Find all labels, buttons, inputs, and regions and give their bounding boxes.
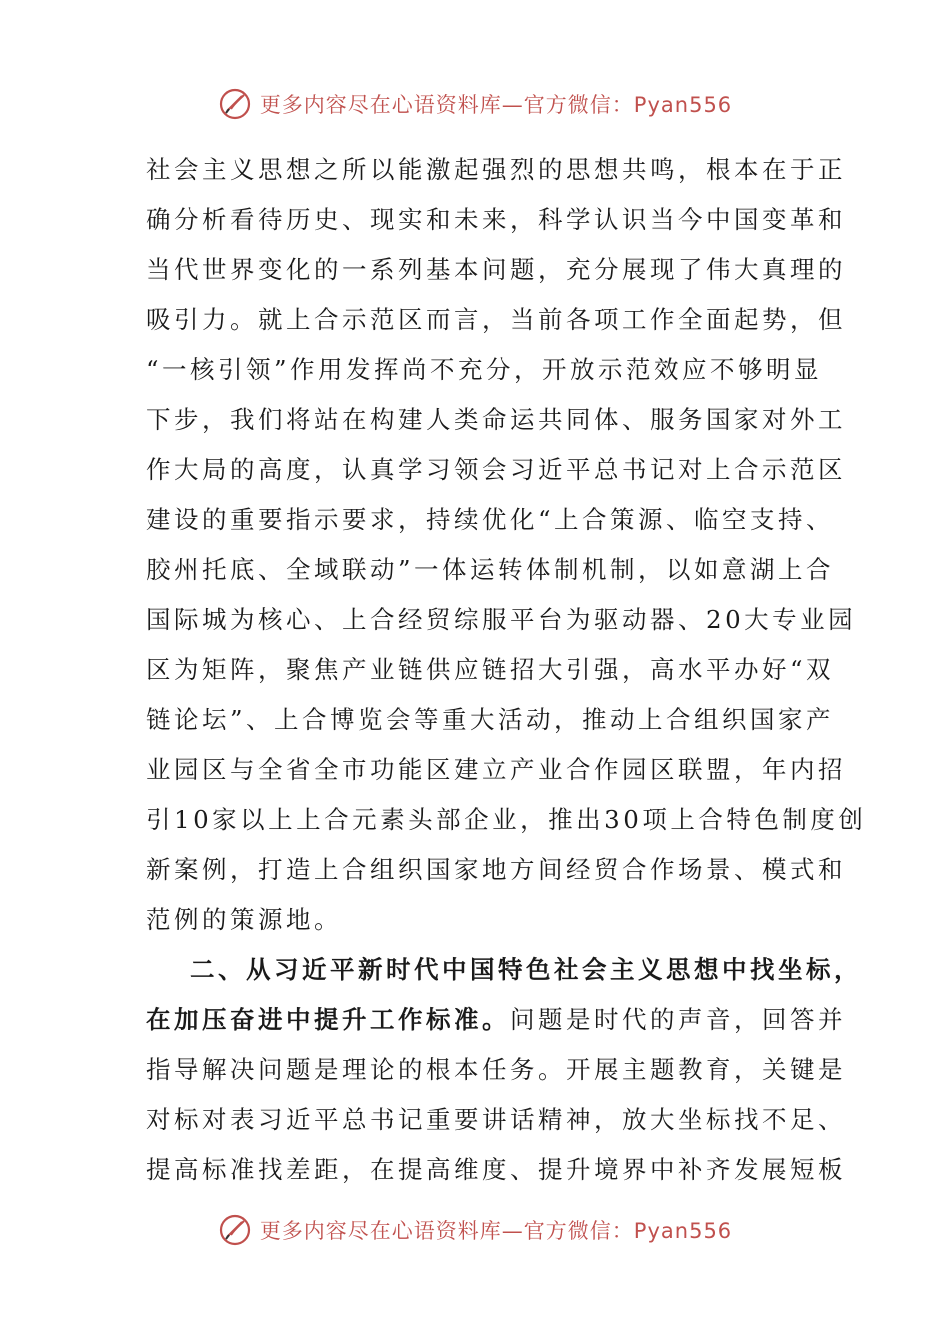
quill-logo-icon bbox=[218, 1213, 252, 1247]
text-line: 新案例，打造上合组织国家地方间经贸合作场景、模式和 bbox=[146, 855, 846, 884]
paragraph-2 bbox=[146, 945, 862, 1195]
text-line: 当代世界变化的一系列基本问题，充分展现了伟大真理的 bbox=[146, 255, 846, 284]
text-line: 指导解决问题是理论的根本任务。开展主题教育，关键是 bbox=[146, 1055, 846, 1084]
text-line: 作大局的高度，认真学习领会习近平总书记对上合示范区 bbox=[146, 455, 846, 484]
quill-logo-icon bbox=[218, 87, 252, 121]
section-heading: 二、从习近平新时代中国特色社会主义思想中找坐标， bbox=[190, 955, 862, 984]
text-line: 下步，我们将站在构建人类命运共同体、服务国家对外工 bbox=[146, 405, 846, 434]
text-line: 国际城为核心、上合经贸综服平台为驱动器、20大专业园 bbox=[146, 605, 857, 634]
text-line: 业园区与全省全市功能区建立产业合作园区联盟，年内招 bbox=[146, 755, 846, 784]
text-span: 问题是时代的声音，回答并 bbox=[510, 1005, 846, 1034]
text-line: 社会主义思想之所以能激起强烈的思想共鸣，根本在于正 bbox=[146, 155, 846, 184]
text-line: 区为矩阵，聚焦产业链供应链招大引强，高水平办好“双 bbox=[146, 655, 835, 684]
text-line: 对标对表习近平总书记重要讲话精神，放大坐标找不足、 bbox=[146, 1105, 846, 1134]
footer-text: 更多内容尽在心语资料库—官方微信：Pyan556 bbox=[259, 1219, 733, 1243]
header-banner bbox=[0, 84, 950, 124]
text-line: 确分析看待历史、现实和未来，科学认识当今中国变革和 bbox=[146, 205, 846, 234]
footer-banner bbox=[0, 1210, 950, 1250]
text-line: 胶州托底、全域联动”一体运转体制机制，以如意湖上合 bbox=[146, 555, 835, 584]
text-line: “一核引领”作用发挥尚不充分，开放示范效应不够明显 bbox=[146, 355, 823, 384]
text-line: 建设的重要指示要求，持续优化“上合策源、临空支持、 bbox=[146, 505, 835, 534]
text-line: 引10家以上上合元素头部企业，推出30项上合特色制度创 bbox=[146, 805, 867, 834]
document-body bbox=[146, 145, 867, 1195]
text-line: 链论坛”、上合博览会等重大活动，推动上合组织国家产 bbox=[146, 705, 835, 734]
text-line: 吸引力。就上合示范区而言，当前各项工作全面起势，但 bbox=[146, 305, 846, 334]
text-line bbox=[146, 995, 846, 1045]
header-text: 更多内容尽在心语资料库—官方微信：Pyan556 bbox=[259, 93, 733, 117]
section-heading-cont: 在加压奋进中提升工作标准。 bbox=[146, 1005, 510, 1034]
text-line: 提高标准找差距，在提高维度、提升境界中补齐发展短板 bbox=[146, 1155, 846, 1184]
text-line: 范例的策源地。 bbox=[146, 905, 342, 934]
paragraph-1 bbox=[146, 145, 867, 945]
